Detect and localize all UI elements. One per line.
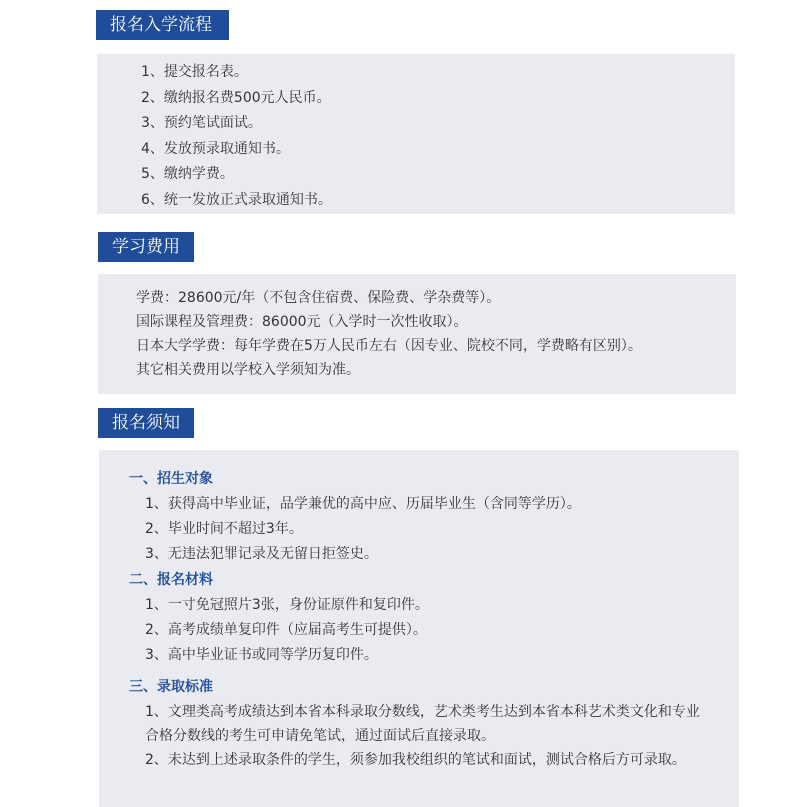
list-item: 3、预约笔试面试。 [141, 115, 262, 131]
list-item: 1、一寸免冠照片3张，身份证原件和复印件。 [145, 597, 429, 613]
group-heading-admission-target: 一、招生对象 [129, 471, 213, 487]
section-title-enrollment-process: 报名入学流程 [96, 10, 229, 40]
list-item: 2、未达到上述录取条件的学生，须参加我校组织的笔试和面试，测试合格后方可录取。 [145, 752, 686, 768]
fee-item: 其它相关费用以学校入学须知为准。 [136, 362, 360, 378]
list-item: 3、高中毕业证书或同等学历复印件。 [145, 647, 378, 663]
list-item: 2、高考成绩单复印件（应届高考生可提供）。 [145, 622, 427, 638]
list-item: 2、毕业时间不超过3年。 [145, 521, 303, 537]
list-item: 1、提交报名表。 [141, 64, 248, 80]
fee-item: 国际课程及管理费：86000元（入学时一次性收取）。 [136, 314, 468, 330]
section-title-application-notice: 报名须知 [98, 408, 194, 438]
fee-item: 日本大学学费：每年学费在5万人民币左右（因专业、院校不同，学费略有区别）。 [136, 338, 642, 354]
fee-item: 学费：28600元/年（不包含住宿费、保险费、学杂费等）。 [136, 290, 501, 306]
list-item: 3、无违法犯罪记录及无留日拒签史。 [145, 546, 378, 562]
section-title-tuition-fees: 学习费用 [98, 232, 194, 262]
group-heading-admission-criteria: 三、录取标准 [129, 679, 213, 695]
list-item: 5、缴纳学费。 [141, 166, 234, 182]
tuition-fees-panel [98, 274, 736, 394]
enrollment-process-panel [97, 54, 735, 214]
list-item: 1、文理类高考成绩达到本省本科录取分数线，艺术类考生达到本省本科艺术类文化和专业合格分数线的考生可申请免笔试，通过面试后直接录取。 [145, 704, 700, 744]
list-item: 4、发放预录取通知书。 [141, 140, 290, 157]
list-item: 2、缴纳报名费500元人民币。 [141, 89, 331, 106]
list-item: 6、统一发放正式录取通知书。 [141, 191, 332, 208]
group-heading-application-materials: 二、报名材料 [129, 572, 213, 588]
list-item: 1、获得高中毕业证，品学兼优的高中应、历届毕业生（含同等学历）。 [145, 496, 581, 512]
application-notice-panel [99, 450, 739, 807]
